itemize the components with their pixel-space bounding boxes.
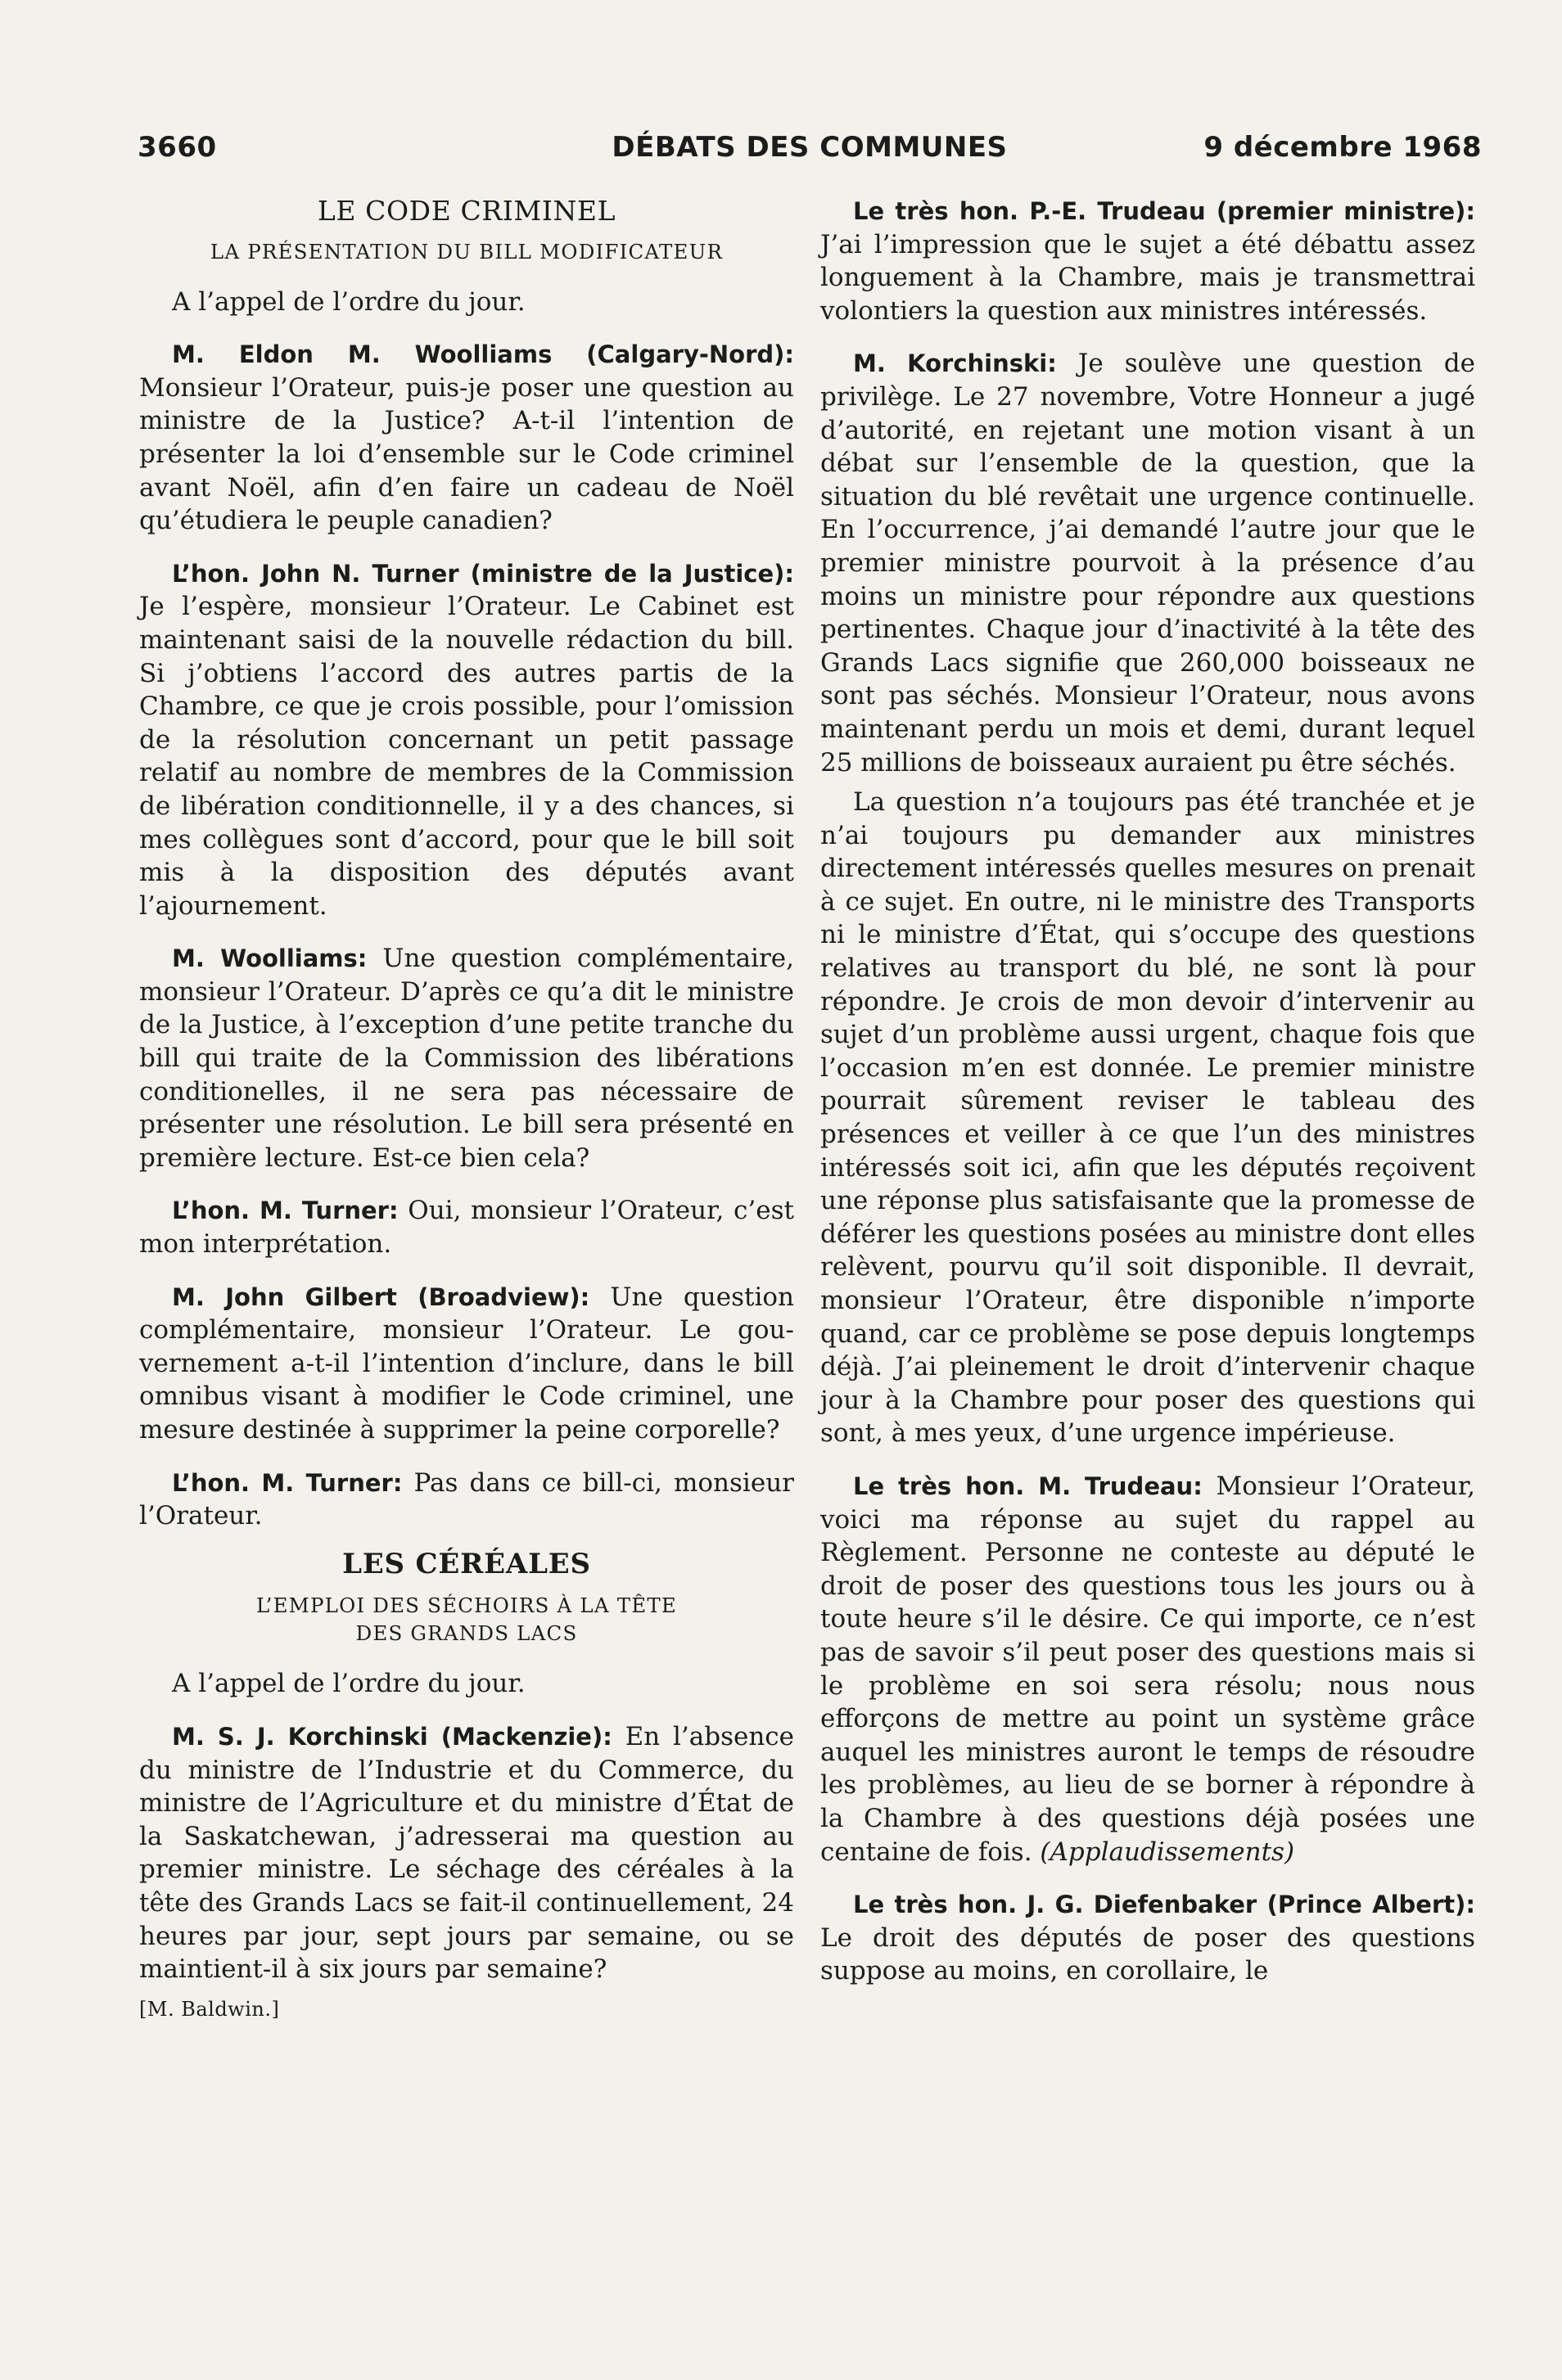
speaker-name: M. Korchinski: xyxy=(853,349,1057,378)
speaker-name: L’hon. M. Turner: xyxy=(172,1468,403,1497)
speech-turner-3 xyxy=(139,1467,794,1533)
order-of-day-note: A l’appel de l’ordre du jour. xyxy=(172,1669,526,1699)
speaker-name: Le très hon. J. G. Diefenbaker (Prince Albert): xyxy=(853,1891,1475,1919)
speech-woolliams-1 xyxy=(139,338,794,538)
speech-text: Je l’espère, monsieur l’Orateur. Le Cabinet est maintenant saisi de la nouvelle rédaction du bill. Si j’obtiens l’accord des autres partis de la Chambre, ce que je crois possible, pour l’omission de la résolution concernant un petit passage relatif au nombre de membres de la Commission de libération conditionnelle, il y a des chances, si mes collègues sont d’accord, pour que le bill soit mis à la disposition des députés avant l’ajournement. xyxy=(139,592,794,921)
right-column xyxy=(820,195,1475,2008)
speaker-name: Le très hon. P.-E. Trudeau (premier ministre): xyxy=(853,197,1475,225)
subheading-line: DES GRANDS LACS xyxy=(355,1621,578,1646)
subheading-line: L’EMPLOI DES SÉCHOIRS À LA TÊTE xyxy=(255,1593,677,1618)
order-of-day-note: A l’appel de l’ordre du jour. xyxy=(172,286,526,317)
page-header xyxy=(138,131,1482,172)
speech-woolliams-2 xyxy=(139,942,794,1174)
speech-text: Une question complémentaire, monsieur l’Orateur. Le gouvernement a-t-il l’intention d’inclure, dans le bill omnibus visant à modifier le Code criminel, une mesure destinée à supprimer la peine corporelle? xyxy=(139,1282,794,1445)
speech-trudeau-2 xyxy=(820,1470,1475,1868)
speech-text: J’ai l’impression que le sujet a été débattu assez longuement à la Chambre, mais je transmettrai volontiers la question aux ministres intéressés. xyxy=(820,229,1475,326)
speech-turner-2 xyxy=(139,1194,794,1260)
speech-text: Monsieur l’Orateur, voici ma réponse au sujet du rappel au Règlement. Personne ne conteste au député le droit de poser des questions tous les jours ou à toute heure s’il le désire. Ce qui importe, ce n’est pas de savoir s’il peut poser des questions mais si le problème en soi sera résolu; nous nous efforçons de mettre au point un système grâce auquel les ministres auront le temps de résoudre les problèmes, au lieu de se borner à répondre à la Chambre à des questions déjà posées une centaine de fois. xyxy=(820,1471,1475,1867)
speaker-name: L’hon. John N. Turner (ministre de la Justice): xyxy=(172,559,794,588)
speech-korchinski-3: La question n’a toujours pas été tranchée et je n’ai toujours pu demander aux ministres directement intéressés quelles mesures on prenait à ce sujet. En outre, ni le ministre des Transports ni le ministre d’État, qui s’occupe des questions relatives au transport du blé, ne sont là pour répondre. Je crois de mon devoir d’intervenir au sujet d’un problème aussi urgent, chaque fois que l’occasion m’en est donnée. Le premier ministre pourrait sûrement reviser le tableau des présences et veiller à ce que l’un des ministres intéressés soit ici, afin que les députés reçoivent une réponse plus satisfaisante que la promesse de déférer les questions posées au ministre dont elles relèvent, pourvu qu’il soit disponible. Il devrait, monsieur l’Orateur, être disponible n’importe quand, car ce problème se pose depuis longtemps déjà. J’ai pleinement le droit d’intervenir chaque jour à la Chambre pour poser des questions qui sont, à mes yeux, d’une urgence impérieuse. xyxy=(820,787,1475,1449)
applause-note: (Applaudissements) xyxy=(1040,1837,1295,1867)
speaker-name: M. Woolliams: xyxy=(172,944,368,973)
speech-gilbert xyxy=(139,1281,794,1447)
speech-text: Pas dans ce bill-ci, monsieur l’Orateur. xyxy=(139,1467,794,1531)
speech-korchinski-2 xyxy=(820,347,1475,779)
publication-title: DÉBATS DES COMMUNES xyxy=(612,131,1008,164)
speech-trudeau-1 xyxy=(820,195,1475,327)
section-heading-cereales: LES CÉRÉALES xyxy=(342,1547,591,1580)
speaker-name: M. Eldon M. Woolliams (Calgary-Nord): xyxy=(172,340,794,369)
speaker-name: Le très hon. M. Trudeau: xyxy=(853,1472,1203,1500)
speech-korchinski-1 xyxy=(139,1720,794,1986)
left-column xyxy=(139,195,794,2026)
page-number: 3660 xyxy=(138,131,217,164)
speech-text: Je soulève une question de privilège. Le 27 novembre, Votre Honneur a jugé d’autorité, en rejetant une motion visant à un débat sur l’ensemble de la question, que la situation du blé revêtait une urgence continuelle. En l’occurrence, j’ai demandé l’autre jour que le premier ministre pourvoit à la présence d’au moins un ministre pour répondre aux questions pertinentes. Chaque jour d’inactivité à la tête des Grands Lacs signifie que 260,000 boisseaux ne sont pas séchés. Monsieur l’Orateur, nous avons maintenant perdu un mois et demi, durant lequel 25 millions de boisseaux auraient pu être séchés. xyxy=(820,349,1476,778)
footnote-speaker: [M. Baldwin.] xyxy=(139,1997,280,2021)
speech-diefenbaker xyxy=(820,1888,1475,1988)
section-heading-code-criminel: LE CODE CRIMINEL xyxy=(317,195,616,227)
speaker-name: L’hon. M. Turner: xyxy=(172,1197,399,1225)
speech-text: Une question complémentaire, monsieur l’Orateur. D’après ce qu’a dit le ministre de la Justice, à l’exception d’une petite tranche du bill qui traite de la Commission des libérations conditionelles, il ne sera pas nécessaire de présenter une résolution. Le bill sera présenté en première lecture. Est-ce bien cela? xyxy=(139,944,794,1173)
sitting-date: 9 décembre 1968 xyxy=(1203,131,1482,164)
speech-text: Oui, monsieur l’Orateur, c’est mon interprétation. xyxy=(139,1196,794,1260)
speech-text: Monsieur l’Orateur, puis-je poser une question au ministre de la Justice? A-t-il l’intention de présenter la loi d’ensemble sur le Code criminel avant Noël, afin d’en faire un cadeau de Noël qu’étudiera le peuple canadien? xyxy=(139,372,794,536)
section-subheading-sechoirs xyxy=(139,1592,794,1648)
speaker-name: M. John Gilbert (Broadview): xyxy=(172,1282,590,1311)
speech-turner-1 xyxy=(139,557,794,923)
section-subheading-bill: LA PRÉSENTATION DU BILL MODIFICATEUR xyxy=(210,239,724,264)
speech-text: Le droit des députés de poser des questions suppose au moins, en corollaire, le xyxy=(820,1922,1475,1986)
speaker-name: M. S. J. Korchinski (Mackenzie): xyxy=(172,1722,612,1751)
speech-text: En l’absence du ministre de l’Industrie et du Commerce, du ministre de l’Agriculture et du ministre d’État de la Saskatchewan, j’adresserai ma question au premier ministre. Le séchage des céréales à la tête des Grands Lacs se fait-il continuellement, 24 heures par jour, sept jours par semaine, ou se maintient-il à six jours par semaine? xyxy=(139,1721,794,1985)
